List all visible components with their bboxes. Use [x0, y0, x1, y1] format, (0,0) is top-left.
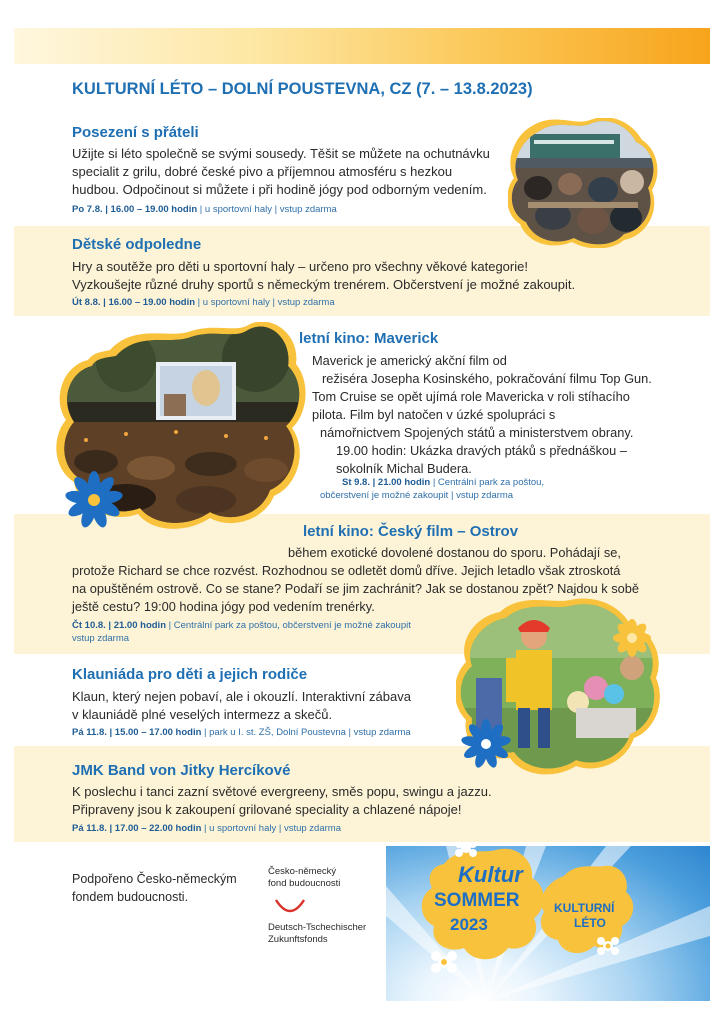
header-gradient-banner — [14, 28, 710, 64]
event-title: Dětské odpoledne — [72, 236, 202, 253]
sky-background — [386, 846, 710, 1001]
event-meta-line-2: občerstvení je možné zakoupit | vstup zdarma — [320, 490, 514, 501]
fund-arc-icon — [270, 896, 310, 918]
logo-leto-2: LÉTO — [574, 916, 606, 930]
event-description: Maverick je americký akční film od režiséra Josepha Kosinského, pokračování filmu Top Gun. Tom Cruise se opět ujímá role Mavericka v roli stíhacího pilota. Film byl natočen v úzké spolupráci s námořnictvem Spojených států a ministerstvem obrany. 19.00 hodin: Ukázka dravých ptáků s přednáškou – sokolník Michal Budera. — [312, 353, 652, 476]
event-title: letní kino: Maverick — [299, 330, 439, 347]
logo-kultur: Kultur — [458, 862, 523, 887]
beer-garden-photo — [508, 118, 658, 248]
logo-year: 2023 — [450, 915, 488, 934]
event-meta: Po 7.8. | 16.00 – 19.00 hodin | u sportovní haly | vstup zdarma — [72, 204, 337, 215]
event-title: Posezení s přáteli — [72, 124, 199, 141]
yellow-flower-icon — [613, 619, 651, 657]
event-meta: St 9.8. | 21.00 hodin | Centrální park za poštou, — [342, 477, 545, 488]
event-meta-line-2: vstup zdarma — [72, 633, 130, 644]
event-description: během exotické dovolené dostanou do sporu. Pohádají se, protože Richard se chce rozvést. Rozhodnou se odletět domů dříve. Jejich letadlo však ztroskotá na opuštěném ostrově. Co se stane? Podaří se jim zachránit? Jak se dostanou zpět? Najdou k sobě ještě cestu? 19:00 hodina jógy pod vedením trenérky. — [72, 545, 639, 614]
event-meta: Čt 10.8. | 21.00 hodin | Centrální park za poštou, občerstvení je možné zakoupit — [72, 620, 411, 631]
kultursommer-logo — [386, 846, 710, 1001]
support-statement: Podpořeno Česko-německým fondem budoucnosti. — [72, 872, 237, 904]
event-description: K poslechu i tanci zazní světové evergreeny, směs popu, swingu a jazzu. Připraveny jsou k zakoupení grilované speciality a chlazené nápoje! — [72, 784, 492, 817]
event-description: Hry a soutěže pro děti u sportovní haly – určeno pro všechny věkové kategorie! Vyzkoušejte různé druhy sportů s německým trenérem. Občerstvení je možné zakoupit. — [72, 259, 576, 292]
event-title: letní kino: Český film – Ostrov — [303, 523, 519, 540]
future-fund-logo: Česko-německý fond budoucnosti Deutsch-Tschechischer Zukunftsfonds — [268, 866, 367, 945]
event-description: Užijte si léto společně se svými sousedy. Těšit se můžete na ochutnávku specialit z grilu, dobré české pivo a příjemnou atmosféru s hezkou hudbou. Odpočinout si můžete i při hodině jógy pod odborným vedením. — [72, 146, 490, 197]
clown-show-photo — [456, 598, 666, 778]
logo-leto-1: KULTURNÍ — [554, 901, 615, 915]
page-title: KULTURNÍ LÉTO – DOLNÍ POUSTEVNA, CZ (7. – 13.8.2023) — [72, 80, 533, 98]
event-meta: Pá 11.8. | 17.00 – 22.00 hodin | u sportovní haly | vstup zdarma — [72, 823, 341, 834]
event-title: Klauniáda pro děti a jejich rodiče — [72, 666, 308, 683]
open-air-cinema-photo — [56, 322, 306, 532]
event-description: Klaun, který nejen pobaví, ale i okouzlí. Interaktivní zábava v klauniádě plné veselých intermezz a skečů. — [72, 689, 411, 722]
event-meta: Pá 11.8. | 15.00 – 17.00 hodin | park u I. st. ZŠ, Dolní Poustevna | vstup zdarma — [72, 727, 411, 738]
logo-sommer: SOMMER — [434, 890, 520, 911]
event-meta: Út 8.8. | 16.00 – 19.00 hodin | u sportovní haly | vstup zdarma — [72, 297, 335, 308]
event-title: JMK Band von Jitky Hercíkové — [72, 762, 291, 779]
